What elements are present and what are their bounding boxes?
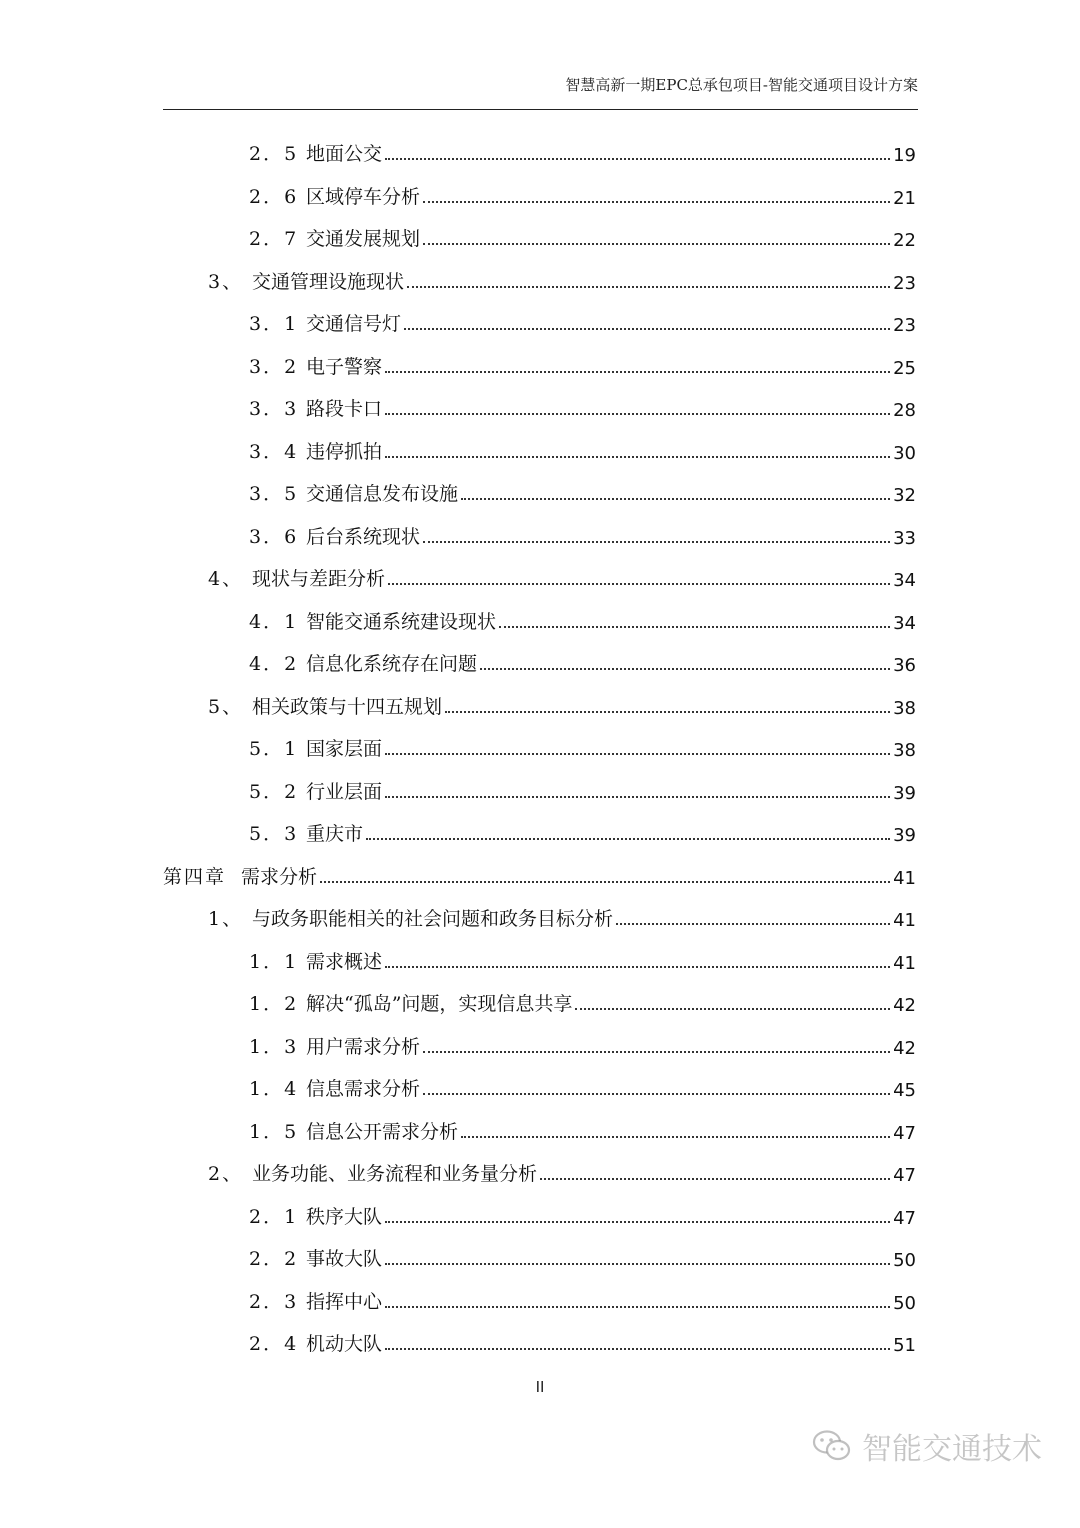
toc-entry-number: 1．2 bbox=[249, 993, 299, 1015]
toc-entry[interactable] bbox=[249, 476, 916, 506]
toc-dot-leader bbox=[404, 328, 890, 330]
toc-entry[interactable] bbox=[249, 1199, 916, 1229]
toc-dot-leader bbox=[499, 626, 890, 628]
toc-dot-leader bbox=[385, 456, 890, 458]
toc-entry-title: 解决“孤岛”问题，实现信息共享 bbox=[306, 993, 573, 1015]
toc-entry-page: 41 bbox=[893, 867, 916, 889]
toc-entry[interactable] bbox=[249, 986, 916, 1016]
toc-entry-title: 现状与差距分析 bbox=[252, 568, 386, 590]
toc-entry-title: 电子警察 bbox=[306, 355, 383, 378]
toc-entry[interactable] bbox=[249, 1071, 916, 1101]
toc-entry-title: 行业层面 bbox=[306, 780, 383, 803]
toc-entry-title: 秩序大队 bbox=[306, 1205, 383, 1228]
toc-dot-leader bbox=[388, 583, 890, 585]
toc-entry-title: 相关政策与十四五规划 bbox=[252, 695, 443, 718]
toc-entry-page: 33 bbox=[893, 527, 916, 549]
toc-entry-number: 2．5 bbox=[249, 143, 299, 165]
toc-entry[interactable] bbox=[208, 1156, 916, 1186]
toc-entry-page: 39 bbox=[893, 782, 916, 804]
toc-entry-page: 47 bbox=[893, 1207, 916, 1229]
toc-entry-number: 第四章 bbox=[163, 865, 227, 888]
toc-entry[interactable] bbox=[249, 944, 916, 974]
toc-dot-leader bbox=[540, 1178, 890, 1180]
toc-entry[interactable] bbox=[249, 1029, 916, 1059]
toc-entry-number: 2．7 bbox=[249, 228, 299, 250]
toc-entry[interactable] bbox=[163, 859, 916, 889]
toc-entry-title: 交通信息发布设施 bbox=[306, 483, 459, 505]
toc-entry-page: 34 bbox=[893, 570, 916, 591]
toc-entry-page: 45 bbox=[893, 1080, 916, 1101]
toc-entry[interactable] bbox=[208, 689, 916, 719]
toc-entry-number: 1．1 bbox=[249, 950, 299, 973]
toc-entry[interactable] bbox=[249, 1114, 916, 1144]
toc-entry-page: 51 bbox=[893, 1335, 916, 1356]
toc-entry[interactable] bbox=[208, 901, 916, 931]
toc-entry-page: 28 bbox=[893, 400, 916, 421]
toc-entry-title: 国家层面 bbox=[306, 738, 383, 760]
toc-entry[interactable] bbox=[249, 1241, 916, 1271]
toc-entry-page: 41 bbox=[893, 910, 916, 931]
toc-entry-title: 路段卡口 bbox=[306, 398, 383, 420]
toc-entry-page: 32 bbox=[893, 485, 916, 506]
toc-dot-leader bbox=[366, 838, 890, 840]
toc-entry-page: 47 bbox=[893, 1165, 916, 1186]
toc-entry-page: 42 bbox=[893, 995, 916, 1016]
toc-entry-number: 5、 bbox=[208, 695, 244, 718]
toc-entry[interactable] bbox=[249, 816, 916, 846]
toc-entry-title: 重庆市 bbox=[306, 823, 364, 845]
toc-entry-number: 3．5 bbox=[249, 483, 299, 505]
toc-entry-page: 30 bbox=[893, 442, 916, 464]
toc-entry-number: 4、 bbox=[208, 568, 244, 590]
toc-dot-leader bbox=[385, 413, 890, 415]
toc-entry-page: 21 bbox=[893, 187, 916, 209]
toc-entry-number: 5．2 bbox=[249, 780, 299, 803]
toc-entry-page: 25 bbox=[893, 357, 916, 379]
toc-entry-title: 机动大队 bbox=[306, 1333, 383, 1355]
toc-entry-number: 3．2 bbox=[249, 355, 299, 378]
toc-entry-number: 1．5 bbox=[249, 1120, 299, 1143]
toc-entry-page: 50 bbox=[893, 1292, 916, 1314]
toc-entry-title: 区域停车分析 bbox=[306, 185, 421, 208]
toc-dot-leader bbox=[423, 541, 890, 543]
toc-entry[interactable] bbox=[249, 136, 916, 166]
toc-entry-number: 3．1 bbox=[249, 313, 299, 335]
toc-entry-title: 信息需求分析 bbox=[306, 1078, 421, 1100]
toc-entry-number: 1．3 bbox=[249, 1035, 299, 1058]
toc-entry-number: 4．2 bbox=[249, 653, 299, 675]
watermark-text: 智能交通技术 bbox=[862, 1432, 1042, 1467]
toc-entry-title: 交通信号灯 bbox=[306, 313, 402, 335]
toc-entry-number: 3．3 bbox=[249, 398, 299, 420]
toc-entry-page: 41 bbox=[893, 952, 916, 974]
toc-dot-leader bbox=[575, 1008, 890, 1010]
toc-dot-leader bbox=[385, 966, 890, 968]
toc-entry-title: 信息化系统存在问题 bbox=[306, 653, 478, 675]
toc-dot-leader bbox=[385, 371, 890, 373]
toc-entry-number: 2．6 bbox=[249, 185, 299, 208]
toc-entry-number: 3、 bbox=[208, 270, 244, 293]
toc-entry[interactable] bbox=[249, 391, 916, 421]
toc-dot-leader bbox=[385, 1306, 890, 1308]
toc-entry-title: 指挥中心 bbox=[306, 1290, 383, 1313]
toc-entry-title: 地面公交 bbox=[306, 143, 383, 165]
toc-dot-leader bbox=[385, 1263, 890, 1265]
toc-dot-leader bbox=[320, 881, 890, 883]
toc-entry-title: 需求分析 bbox=[241, 865, 318, 888]
toc-entry[interactable] bbox=[249, 221, 916, 251]
toc-entry-number: 1．4 bbox=[249, 1078, 299, 1100]
toc-entry-title: 后台系统现状 bbox=[306, 525, 421, 548]
toc-entry-title: 事故大队 bbox=[306, 1248, 383, 1270]
toc-dot-leader bbox=[461, 498, 890, 500]
toc-entry-page: 19 bbox=[893, 145, 916, 166]
toc-entry-number: 2．2 bbox=[249, 1248, 299, 1270]
toc-entry-number: 2．3 bbox=[249, 1290, 299, 1313]
toc-entry-title: 交通管理设施现状 bbox=[252, 270, 405, 293]
toc-entry[interactable] bbox=[249, 349, 916, 379]
toc-dot-leader bbox=[423, 1051, 890, 1053]
toc-entry[interactable] bbox=[249, 604, 916, 634]
toc-dot-leader bbox=[423, 201, 890, 203]
toc-entry-number: 3．4 bbox=[249, 440, 299, 463]
toc-entry-title: 交通发展规划 bbox=[306, 228, 421, 250]
toc-dot-leader bbox=[407, 286, 890, 288]
toc-entry[interactable] bbox=[249, 434, 916, 464]
toc-entry-page: 23 bbox=[893, 272, 916, 294]
toc-dot-leader bbox=[423, 243, 890, 245]
toc-entry-page: 38 bbox=[893, 740, 916, 761]
toc-entry[interactable] bbox=[208, 264, 916, 294]
toc-entry-page: 47 bbox=[893, 1122, 916, 1144]
toc-entry[interactable] bbox=[208, 561, 916, 591]
toc-entry[interactable] bbox=[249, 1284, 916, 1314]
toc-entry[interactable] bbox=[249, 646, 916, 676]
toc-entry-number: 1、 bbox=[208, 908, 244, 930]
toc-entry-title: 业务功能、业务流程和业务量分析 bbox=[252, 1163, 538, 1185]
toc-dot-leader bbox=[385, 796, 890, 798]
toc-entry[interactable] bbox=[249, 519, 916, 549]
toc-entry[interactable] bbox=[249, 731, 916, 761]
toc-entry-page: 34 bbox=[893, 612, 916, 634]
toc-entry-page: 39 bbox=[893, 825, 916, 846]
header-divider bbox=[163, 109, 918, 110]
toc-entry-title: 用户需求分析 bbox=[306, 1035, 421, 1058]
toc-entry[interactable] bbox=[249, 179, 916, 209]
toc-entry-number: 3．6 bbox=[249, 525, 299, 548]
toc-entry-page: 36 bbox=[893, 655, 916, 676]
toc-entry-title: 信息公开需求分析 bbox=[306, 1120, 459, 1143]
toc-entry-title: 与政务职能相关的社会问题和政务目标分析 bbox=[252, 908, 614, 930]
toc-dot-leader bbox=[616, 923, 890, 925]
toc-dot-leader bbox=[461, 1136, 890, 1138]
toc-dot-leader bbox=[423, 1093, 890, 1095]
toc-entry-page: 23 bbox=[893, 315, 916, 336]
toc-entry[interactable] bbox=[249, 1326, 916, 1356]
watermark bbox=[812, 1424, 1042, 1468]
toc-entry-page: 42 bbox=[893, 1037, 916, 1059]
wechat-icon bbox=[812, 1429, 852, 1463]
toc-entry-page: 38 bbox=[893, 697, 916, 719]
toc-entry[interactable] bbox=[249, 306, 916, 336]
toc-entry-title: 违停抓拍 bbox=[306, 440, 383, 463]
toc-entry-number: 2．4 bbox=[249, 1333, 299, 1355]
running-header: 智慧高新一期EPC总承包项目-智能交通项目设计方案 bbox=[565, 76, 918, 94]
toc-entry-number: 5．1 bbox=[249, 738, 299, 760]
toc-dot-leader bbox=[385, 1221, 890, 1223]
toc-dot-leader bbox=[385, 1348, 890, 1350]
toc-dot-leader bbox=[385, 158, 890, 160]
toc-entry-title: 需求概述 bbox=[306, 950, 383, 973]
toc-dot-leader bbox=[385, 753, 890, 755]
page-number: II bbox=[535, 1378, 545, 1396]
toc-entry-page: 50 bbox=[893, 1250, 916, 1271]
toc-entry[interactable] bbox=[249, 774, 916, 804]
toc-entry-number: 4．1 bbox=[249, 610, 299, 633]
toc-dot-leader bbox=[445, 711, 890, 713]
toc-entry-number: 5．3 bbox=[249, 823, 299, 845]
toc-entry-title: 智能交通系统建设现状 bbox=[306, 610, 497, 633]
toc-entry-number: 2．1 bbox=[249, 1205, 299, 1228]
toc-entry-page: 22 bbox=[893, 230, 916, 251]
toc-dot-leader bbox=[480, 668, 890, 670]
toc-entry-number: 2、 bbox=[208, 1163, 244, 1185]
